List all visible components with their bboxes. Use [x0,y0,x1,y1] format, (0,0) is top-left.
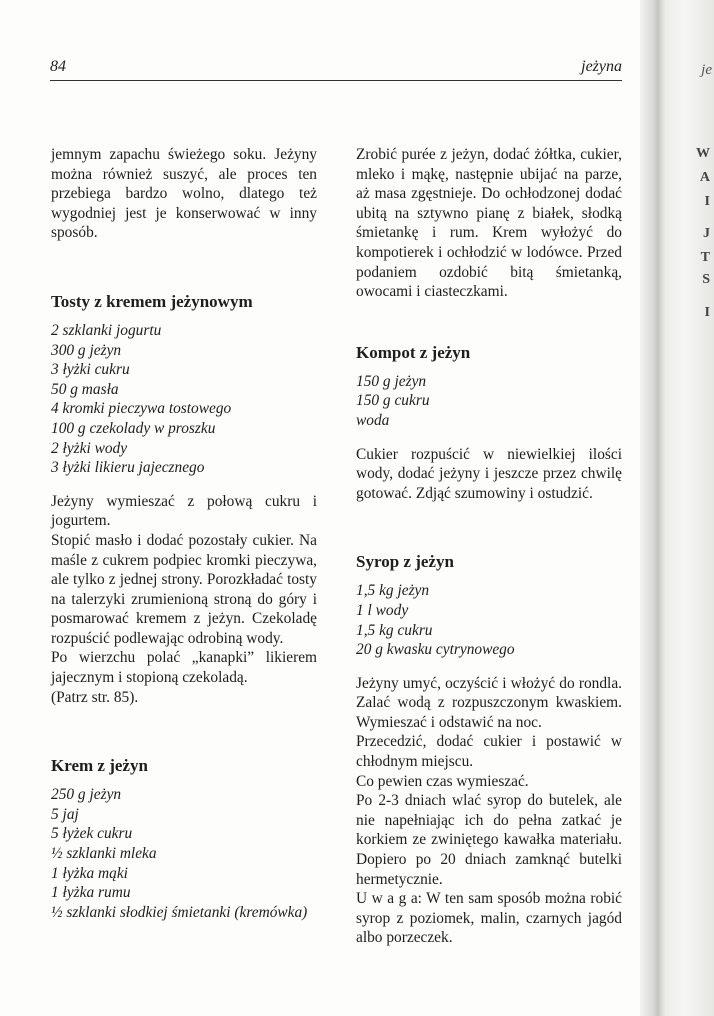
ingredient: 1 łyżka mąki [51,864,128,882]
page-reference: (Patrz str. 85). [51,688,139,706]
ingredient: 150 g jeżyn [356,372,427,390]
instruction-paragraph: Cukier rozpuścić w niewielkiej ilości wody, dodać jeżyny i jeszcze przez chwilę gotować. Zdjąć szumowiny i ostudzić. [356,445,622,502]
ingredient: 1 łyżka rumu [51,884,131,902]
ingredient: 2 łyżki wody [51,439,128,457]
note-paragraph: U w a g a: W ten sam sposób można robić syrop z poziomek, malin, czarnych jagód albo porzeczek. [356,890,622,947]
recipe-title-krem: Krem z jeżyn [51,756,148,776]
edge-fragment: W [696,146,710,161]
ingredient-list-krem [51,785,317,922]
edge-fragment: S [702,272,710,287]
ingredient-list-syrop [356,581,622,659]
ingredient: 50 g masła [51,380,119,398]
page-number: 84 [50,58,66,75]
instruction-paragraph: Przecedzić, dodać cukier i postawić w chłodnym miejscu. [356,733,622,771]
page-header [50,58,622,81]
ingredient: 300 g jeżyn [51,341,122,359]
ingredient-list-kompot [356,372,622,431]
edge-fragment: A [699,170,710,185]
left-column [51,145,317,922]
edge-fragment: I [704,305,710,320]
recipe-title-kompot: Kompot z jeżyn [356,342,471,362]
running-head: jeżyna [581,58,622,75]
ingredient: 2 szklanki jogurtu [51,321,162,339]
ingredient: ½ szklanki słodkiej śmietanki (kremówka) [51,903,308,921]
ingredient: 4 kromki pieczywa tostowego [51,400,232,418]
edge-fragment: T [700,250,710,265]
instruction-paragraph: Co pewien czas wymieszać. [356,772,529,790]
right-column [356,145,622,948]
ingredient: woda [356,411,390,429]
instruction-paragraph: Po 2-3 dniach wlać syrop do butelek, ale nie napełniając ich do pełna zatkać je korkiem ze zwiniętego kawałka materiału. Dopiero po 20 dniach zamknąć butelki hermetycznie. [356,792,622,888]
intro-paragraph: jemnym zapachu świeżego soku. Jeżyny można również suszyć, ale proces ten przebiega bardzo wolno, dlatego też wygodniej jest je konserwować w inny sposób. [51,146,317,242]
ingredient: 5 jaj [51,805,79,823]
ingredient-list-tosty [51,321,317,478]
instruction-paragraph: Stopić masło i dodać pozostały cukier. Na maśle z cukrem podpiec kromki pieczywa, ale tylko z jednej strony. Porozkładać tosty na talerzyki zrumienioną stroną do góry i posmarować kremem z jeżyn. Czekoladę rozpuścić podlewając odrobiną wody. [51,531,317,647]
ingredient: 150 g cukru [356,392,430,410]
instruction-paragraph: Jeżyny umyć, oczyścić i włożyć do rondla. Zalać wodą z rozpuszczonym kwaskiem. Wymieszać i odstawić na noc. [356,674,622,731]
ingredient: 100 g czekolady w proszku [51,419,216,437]
edge-fragment: I [704,194,710,209]
ingredient: 3 łyżki likieru jajecznego [51,459,205,477]
instruction-paragraph: Jeżyny wymieszać z połową cukru i jogurtem. [51,492,317,530]
ingredient: 20 g kwasku cytrynowego [356,641,515,659]
next-page-edge [640,0,714,1016]
ingredient: 5 łyżek cukru [51,825,133,843]
recipe-title-syrop: Syrop z jeżyn [356,552,454,572]
instruction-paragraph: Zrobić purée z jeżyn, dodać żółtka, cukier, mleko i mąkę, następnie ubijać na parze, aż masa zgęstnieje. Do ochłodzonej dodać ubitą na sztywno pianę z białek, słodką śmietankę i rum. Krem wyłożyć do kompotierek i ochłodzić w lodówce. Przed podaniem ozdobić bitą śmietanką, owocami i ciasteczkami. [356,146,622,301]
ingredient: 3 łyżki cukru [51,361,130,379]
ingredient: 1,5 kg jeżyn [356,582,430,600]
edge-fragment: je [701,62,712,78]
instruction-paragraph: Po wierzchu polać „kanapki” likierem jajecznym i stopioną czekoladą. [51,649,317,687]
ingredient: ½ szklanki mleka [51,845,157,863]
ingredient: 1,5 kg cukru [356,621,433,639]
ingredient: 1 l wody [356,601,409,619]
ingredient: 250 g jeżyn [51,786,122,804]
edge-fragment: J [703,226,710,241]
recipe-title-tosty: Tosty z kremem jeżynowym [51,291,253,311]
